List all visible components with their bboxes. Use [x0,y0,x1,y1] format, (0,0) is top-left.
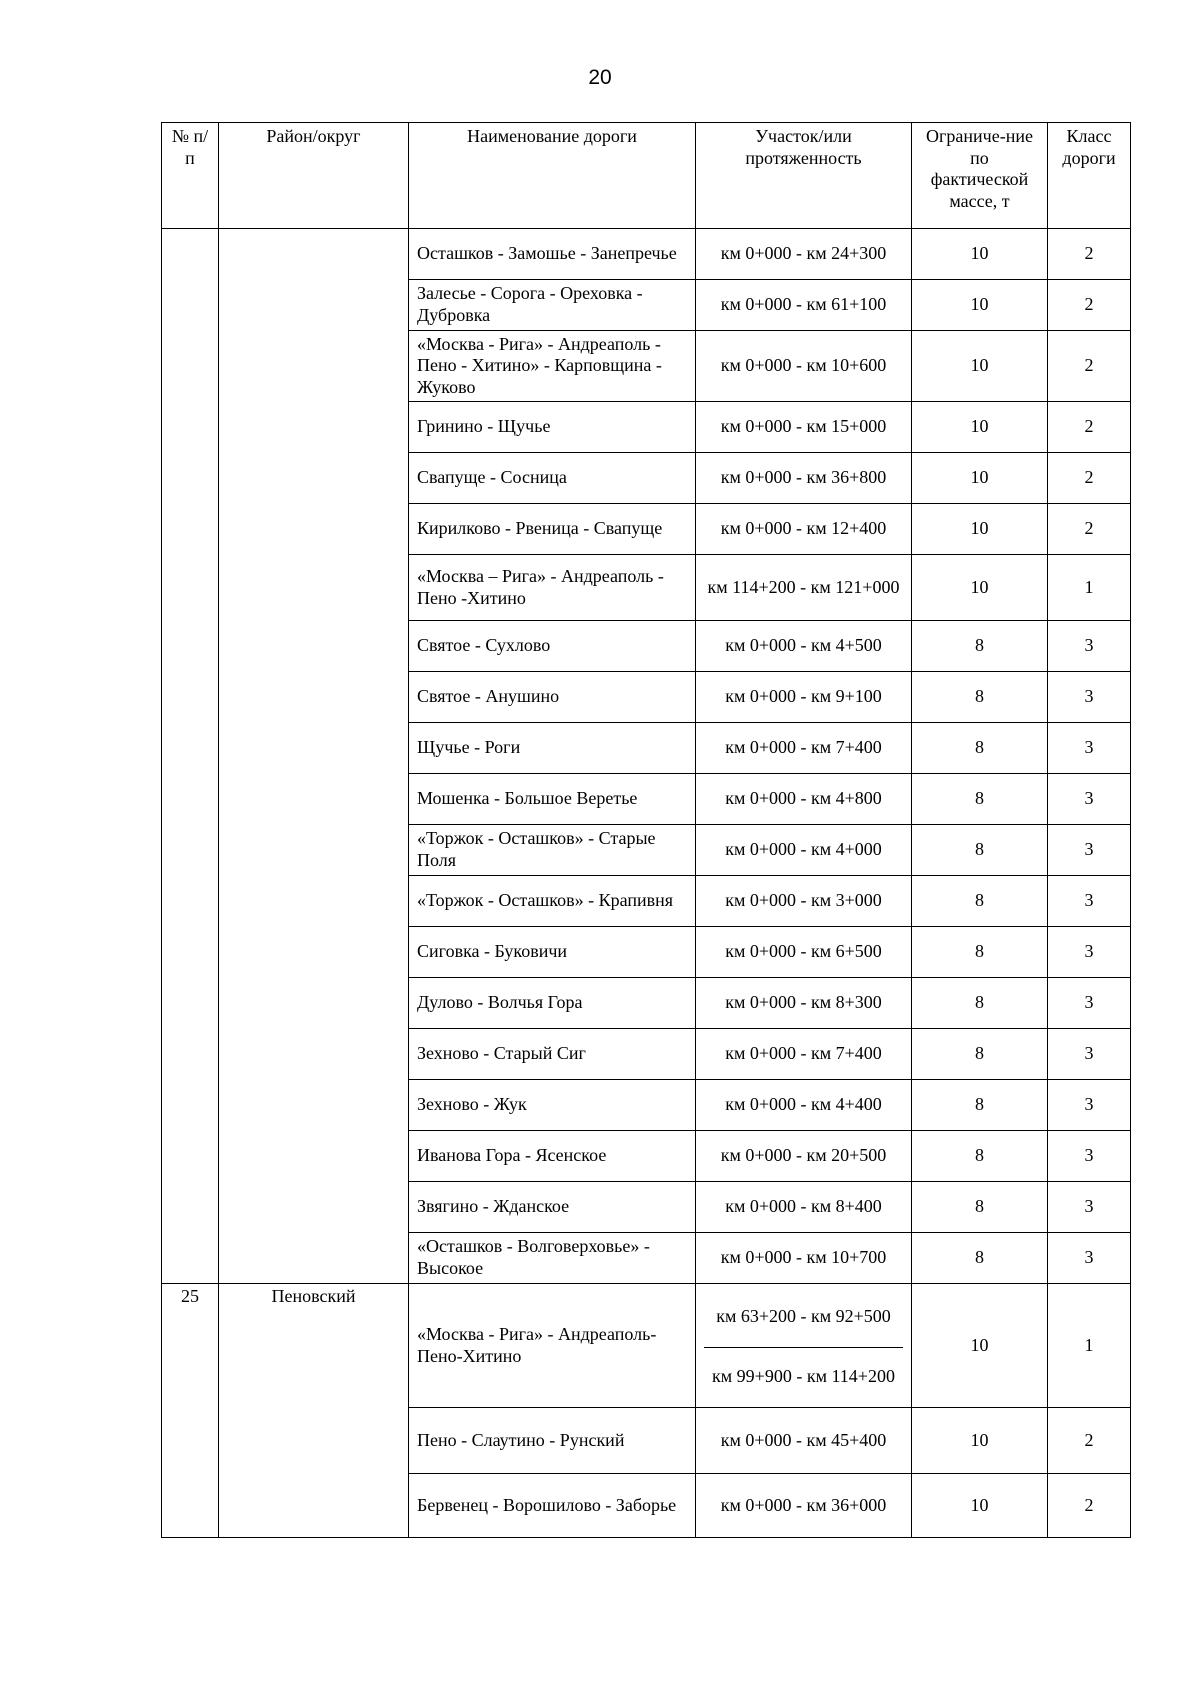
mass-limit: 8 [912,978,1048,1029]
road-name: Дулово - Волчья Гора [409,978,696,1029]
road-class: 3 [1048,1131,1131,1182]
mass-limit: 10 [912,1474,1048,1538]
mass-limit: 10 [912,280,1048,331]
mass-limit: 10 [912,453,1048,504]
road-name: Осташков - Замошье - Занепречье [409,229,696,280]
road-class: 3 [1048,774,1131,825]
road-name: «Торжок - Осташков» - Крапивня [409,876,696,927]
road-class: 3 [1048,723,1131,774]
road-segment: км 114+200 - км 121+000 [696,555,912,621]
header-road: Наименование дороги [409,123,696,229]
road-segment: км 63+200 - км 92+500 [704,1286,903,1348]
mass-limit: 8 [912,1080,1048,1131]
mass-limit: 8 [912,1233,1048,1284]
road-name: Кирилково - Рвеница - Свапуще [409,504,696,555]
mass-limit: 10 [912,1284,1048,1408]
header-segment: Участок/или протяженность [696,123,912,229]
road-class: 2 [1048,504,1131,555]
road-class: 2 [1048,331,1131,402]
road-name: Залесье - Сорога - Ореховка - Дубровка [409,280,696,331]
road-class: 2 [1048,1474,1131,1538]
road-segment-split [696,1284,912,1408]
road-segment: км 0+000 - км 3+000 [696,876,912,927]
header-num: № п/п [162,123,219,229]
road-segment: км 0+000 - км 20+500 [696,1131,912,1182]
road-name: «Торжок - Осташков» - Старые Поля [409,825,696,876]
road-segment: км 0+000 - км 36+800 [696,453,912,504]
road-class: 2 [1048,453,1131,504]
road-class: 3 [1048,876,1131,927]
road-class: 2 [1048,280,1131,331]
road-class: 3 [1048,1029,1131,1080]
table-row [162,1284,1131,1408]
row-number-cell: 25 [162,1284,219,1538]
road-name: «Осташков - Волговерховье» - Высокое [409,1233,696,1284]
road-class: 3 [1048,978,1131,1029]
mass-limit: 8 [912,927,1048,978]
header-row [162,123,1131,229]
road-segment: км 0+000 - км 8+300 [696,978,912,1029]
road-segment: км 0+000 - км 4+500 [696,621,912,672]
road-class: 3 [1048,621,1131,672]
road-segment: км 0+000 - км 7+400 [696,1029,912,1080]
mass-limit: 10 [912,331,1048,402]
mass-limit: 8 [912,672,1048,723]
header-class: Класс дороги [1048,123,1131,229]
road-class: 3 [1048,1233,1131,1284]
road-class: 2 [1048,402,1131,453]
mass-limit: 8 [912,825,1048,876]
road-segment: км 0+000 - км 6+500 [696,927,912,978]
mass-limit: 10 [912,555,1048,621]
road-name: Гринино - Щучье [409,402,696,453]
road-segment: км 0+000 - км 10+700 [696,1233,912,1284]
road-segment: км 0+000 - км 12+400 [696,504,912,555]
mass-limit: 10 [912,504,1048,555]
road-segment: км 0+000 - км 4+800 [696,774,912,825]
road-segment: км 0+000 - км 8+400 [696,1182,912,1233]
road-name: Пено - Слаутино - Рунский [409,1408,696,1474]
mass-limit: 8 [912,723,1048,774]
road-class: 3 [1048,927,1131,978]
road-segment: км 0+000 - км 45+400 [696,1408,912,1474]
row-number-cell [162,229,219,1284]
road-segment: км 0+000 - км 15+000 [696,402,912,453]
mass-limit: 8 [912,1131,1048,1182]
roads-table [161,122,1131,1538]
road-segment: км 0+000 - км 4+400 [696,1080,912,1131]
road-class: 3 [1048,1182,1131,1233]
road-name: Святое - Сухлово [409,621,696,672]
road-name: Мошенка - Большое Веретье [409,774,696,825]
road-name: Сиговка - Буковичи [409,927,696,978]
mass-limit: 8 [912,621,1048,672]
road-class: 1 [1048,555,1131,621]
road-name: Щучье - Роги [409,723,696,774]
header-mass: Ограниче-ние по фактической массе, т [912,123,1048,229]
road-class: 2 [1048,229,1131,280]
road-segment: км 0+000 - км 9+100 [696,672,912,723]
road-class: 3 [1048,672,1131,723]
district-cell [219,229,409,1284]
road-name: Иванова Гора - Ясенское [409,1131,696,1182]
table-row [162,229,1131,280]
road-class: 1 [1048,1284,1131,1408]
road-class: 3 [1048,1080,1131,1131]
road-segment: км 0+000 - км 36+000 [696,1474,912,1538]
mass-limit: 8 [912,1029,1048,1080]
road-name: «Москва – Рига» - Андреаполь - Пено -Хитино [409,555,696,621]
road-class: 3 [1048,825,1131,876]
road-segment: км 99+900 - км 114+200 [712,1365,895,1386]
road-name: «Москва - Рига» - Андреаполь - Пено - Хитино» - Карповщина - Жуково [409,331,696,402]
mass-limit: 8 [912,1182,1048,1233]
road-class: 2 [1048,1408,1131,1474]
road-name: Бервенец - Ворошилово - Заборье [409,1474,696,1538]
page-number: 20 [588,66,612,89]
road-name: Звягино - Жданское [409,1182,696,1233]
road-segment: км 0+000 - км 4+000 [696,825,912,876]
road-name: Зехново - Жук [409,1080,696,1131]
road-name: Свапуще - Сосница [409,453,696,504]
district-cell: Пеновский [219,1284,409,1538]
road-segment: км 0+000 - км 61+100 [696,280,912,331]
road-name: «Москва - Рига» - Андреаполь- Пено-Хитино [409,1284,696,1408]
road-name: Зехново - Старый Сиг [409,1029,696,1080]
road-segment: км 0+000 - км 10+600 [696,331,912,402]
road-segment: км 0+000 - км 7+400 [696,723,912,774]
mass-limit: 10 [912,402,1048,453]
mass-limit: 10 [912,229,1048,280]
mass-limit: 8 [912,876,1048,927]
road-segment: км 0+000 - км 24+300 [696,229,912,280]
mass-limit: 8 [912,774,1048,825]
header-district: Район/округ [219,123,409,229]
road-name: Святое - Анушино [409,672,696,723]
mass-limit: 10 [912,1408,1048,1474]
